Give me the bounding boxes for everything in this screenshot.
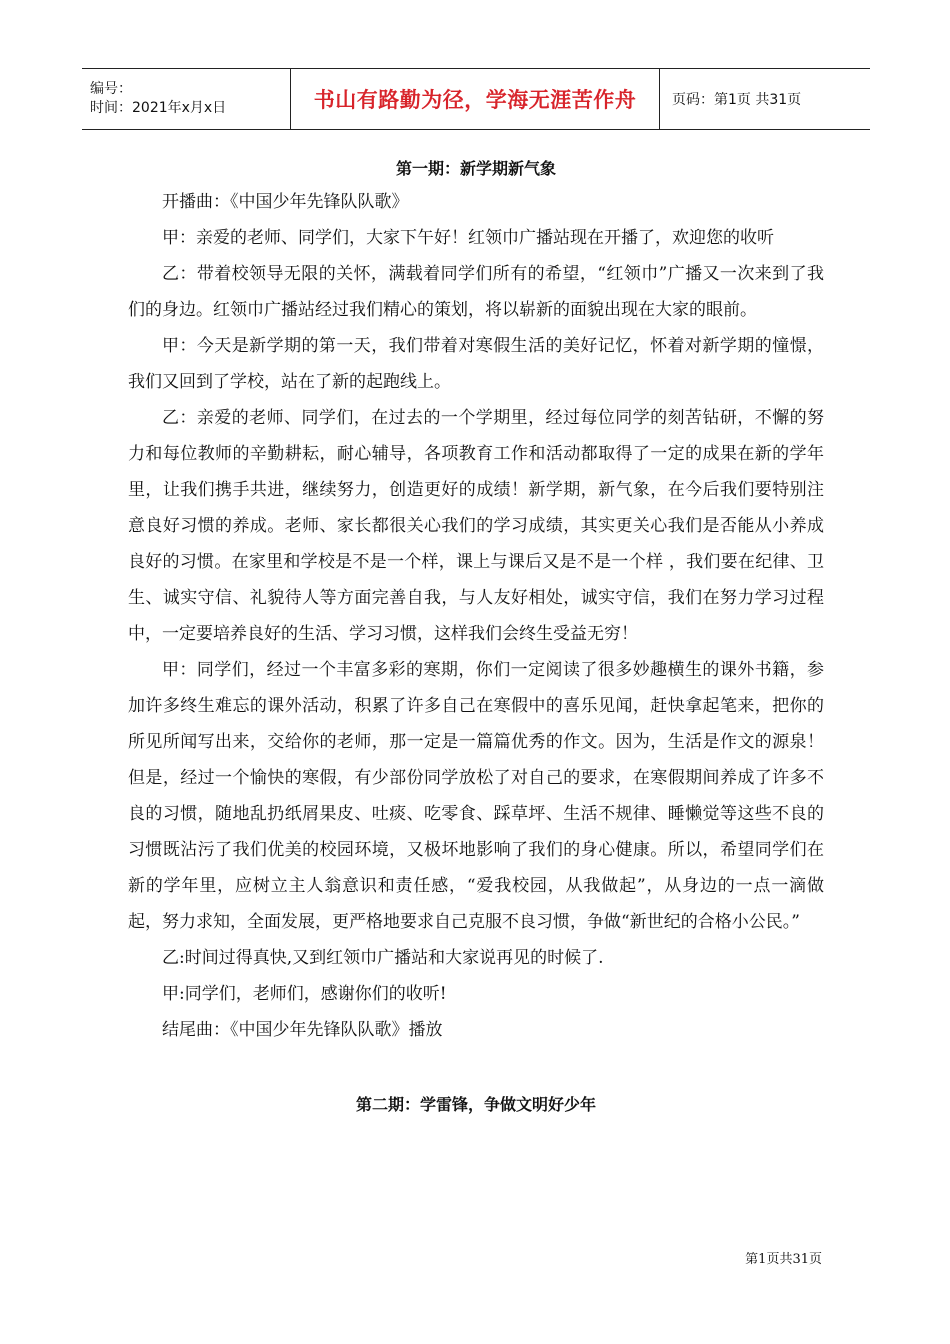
paragraph: 结尾曲：《中国少年先锋队队歌》播放 xyxy=(162,1020,443,1040)
serial-label: 编号： xyxy=(90,81,132,97)
header-page xyxy=(660,69,870,129)
paragraph: 开播曲：《中国少年先锋队队歌》 xyxy=(162,192,409,212)
time-label: 时间：2021年x月x日 xyxy=(90,100,227,116)
section-gap xyxy=(128,1048,824,1084)
header-motto xyxy=(290,69,660,129)
paragraph: 乙：带着校领导无限的关怀，满载着同学们所有的希望，“红领巾”广播又一次来到了我们的身边。红领巾广播站经过我们精心的策划，将以崭新的面貌出现在大家的眼前。 xyxy=(128,264,824,320)
page-footer: 第1页共31页 xyxy=(745,1252,822,1267)
section2-title: 第二期：学雷锋，争做文明好少年 xyxy=(355,1095,596,1114)
header-meta xyxy=(82,69,290,129)
motto-text: 书山有路勤为径，学海无涯苦作舟 xyxy=(313,88,637,112)
paragraph: 甲:同学们，老师们，感谢你们的收听! xyxy=(162,984,447,1004)
paragraph: 甲：同学们，经过一个丰富多彩的寒期，你们一定阅读了很多妙趣横生的课外书籍，参加许多终生难忘的课外活动，积累了许多自己在寒假中的喜乐见闻，赶快拿起笔来，把你的所见所闻写出来，交给你的老师，那一定是一篇篇优秀的作文。因为，生活是作文的源泉！但是，经过一个愉快的寒假，有少部份同学放松了对自己的要求，在寒假期间养成了许多不良的习惯，随地乱扔纸屑果皮、吐痰、吃零食、踩草坪、生活不规律、睡懒觉等这些不良的习惯既沾污了我们优美的校园环境，又极坏地影响了我们的身心健康。所以，希望同学们在新的学年里，应树立主人翁意识和责任感，“爱我校园，从我做起”，从身边的一点一滴做起，努力求知，全面发展，更严格地要求自己克服不良习惯，争做“新世纪的合格小公民。” xyxy=(128,660,824,932)
paragraph: 乙:时间过得真快,又到红领巾广播站和大家说再见的时候了. xyxy=(162,948,604,968)
paragraph: 甲：今天是新学期的第一天，我们带着对寒假生活的美好记忆，怀着对新学期的憧憬，我们又回到了学校，站在了新的起跑线上。 xyxy=(128,336,824,392)
page-header xyxy=(82,68,870,130)
paragraph: 甲：亲爱的老师、同学们，大家下午好！红领巾广播站现在开播了，欢迎您的收听 xyxy=(162,228,774,248)
page-label: 页码：第1页 共31页 xyxy=(672,92,802,108)
document-body xyxy=(128,148,824,1120)
section1-title: 第一期：新学期新气象 xyxy=(395,159,556,178)
paragraph: 乙：亲爱的老师、同学们，在过去的一个学期里，经过每位同学的刻苦钻研，不懈的努力和每位教师的辛勤耕耘，耐心辅导，各项教育工作和活动都取得了一定的成果在新的学年里，让我们携手共进，继续努力，创造更好的成绩！新学期，新气象，在今后我们要特别注意良好习惯的养成。老师、家长都很关心我们的学习成绩，其实更关心我们是否能从小养成良好的习惯。在家里和学校是不是一个样，课上与课后又是不是一个样 ，我们要在纪律、卫生、诚实守信、礼貌待人等方面完善自我，与人友好相处，诚实守信，我们在努力学习过程中，一定要培养良好的生活、学习习惯，这样我们会终生受益无穷！ xyxy=(128,408,824,644)
